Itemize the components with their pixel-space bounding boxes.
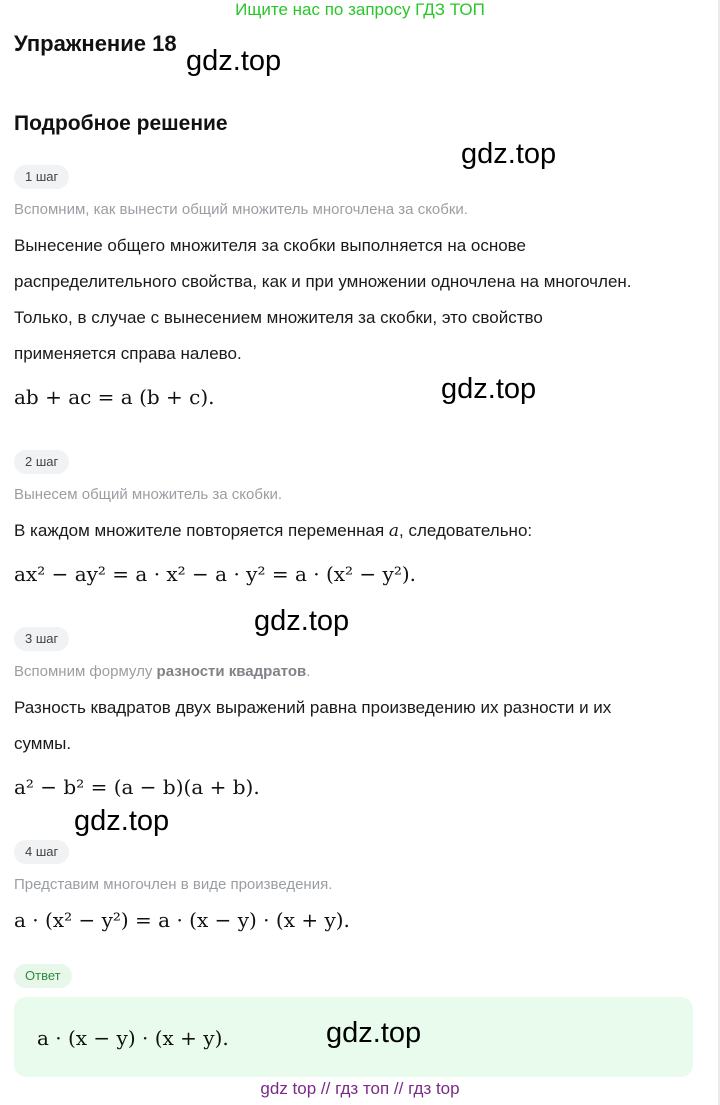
text-line: применяется справа налево. — [14, 344, 242, 363]
answer-formula: a · (x − y) · (x + y). — [37, 1026, 229, 1050]
top-banner-link[interactable]: Ищите нас по запросу ГДЗ ТОП — [235, 0, 485, 19]
step-text — [14, 228, 704, 372]
watermark: gdz.top — [326, 1017, 422, 1049]
watermark: gdz.top — [441, 373, 537, 405]
step-badge: 4 шаг — [14, 840, 69, 864]
text-line: Разность квадратов двух выражений равна произведению их разности и их — [14, 698, 612, 717]
formula-difference-of-squares: a² − b² = (a − b)(a + b). — [14, 775, 260, 799]
step-hint: Представим многочлен в виде произведения. — [14, 876, 333, 893]
hint-segment: . — [306, 663, 311, 680]
footer-links[interactable]: gdz top // гдз топ // гдз top — [260, 1079, 460, 1098]
watermark: gdz.top — [254, 605, 350, 637]
watermark: gdz.top — [186, 45, 282, 77]
formula-final-factoring: a · (x² − y²) = a · (x − y) · (x + y). — [14, 908, 350, 932]
variable-symbol: a — [388, 521, 400, 541]
formula-distributive: ab + ac = a (b + c). — [14, 385, 215, 409]
formula-factor-out: ax² − ay² = a · x² − a · y² = a · (x² − y²). — [14, 562, 417, 586]
step-hint: Вынесем общий множитель за скобки. — [14, 486, 283, 503]
step-text — [14, 690, 704, 762]
step-hint — [14, 663, 310, 680]
text-line: Вынесение общего множителя за скобки выполняется на основе — [14, 236, 526, 255]
watermark: gdz.top — [74, 805, 170, 837]
hint-segment: Вспомним формулу — [14, 663, 157, 680]
text-segment: , следовательно: — [399, 521, 533, 540]
step-hint: Вспомним, как вынести общий множитель многочлена за скобки. — [14, 201, 468, 218]
step-text — [14, 513, 704, 549]
section-title: Подробное решение — [14, 112, 228, 135]
text-line: Только, в случае с вынесением множителя за скобки, это свойство — [14, 308, 543, 327]
text-segment: В каждом множителе повторяется переменная — [14, 521, 389, 540]
answer-badge: Ответ — [14, 964, 72, 988]
watermark: gdz.top — [461, 138, 557, 170]
text-line: распределительного свойства, как и при умножении одночлена на многочлен. — [14, 272, 632, 291]
text-line: суммы. — [14, 734, 72, 753]
page-title: Упражнение 18 — [14, 31, 177, 56]
step-badge: 3 шаг — [14, 627, 69, 651]
step-badge: 1 шаг — [14, 165, 69, 189]
hint-bold: разности квадратов — [156, 663, 307, 680]
step-badge: 2 шаг — [14, 450, 69, 474]
